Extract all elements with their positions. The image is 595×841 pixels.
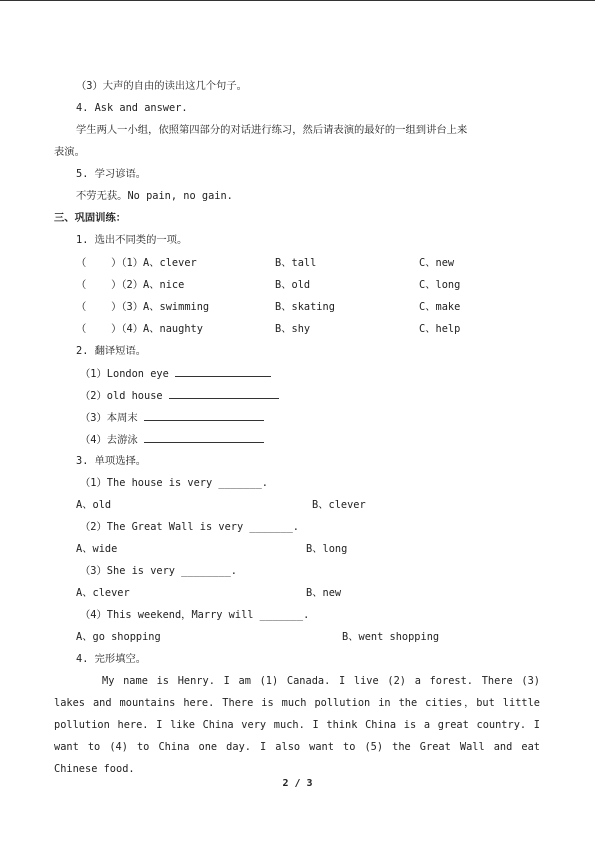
odd-row-2-c: C、long (419, 279, 461, 291)
exercise-1-heading: 1. 选出不同类的一项。 (76, 234, 188, 246)
instruction-read-aloud: （3）大声的自由的读出这几个句子。 (76, 80, 247, 92)
choice-q3: （3）She is very ________. (80, 565, 237, 577)
exercise-2-heading: 2. 翻译短语。 (76, 345, 147, 357)
odd-row-4-c: C、help (419, 323, 461, 335)
answer-blank[interactable] (144, 410, 264, 421)
odd-row-3-c: C、make (419, 301, 461, 313)
odd-row-3-b: B、skating (275, 301, 335, 313)
odd-row-1-a: （ ）（1）A、clever (76, 257, 197, 269)
odd-row-4-b: B、shy (275, 323, 311, 335)
answer-blank[interactable] (144, 432, 264, 443)
proverb: 不劳无获。No pain, no gain. (76, 190, 233, 202)
choice-q4-a: A、go shopping (76, 631, 161, 643)
choice-q1-b: B、clever (312, 499, 366, 511)
section-5-heading: 5. 学习谚语。 (76, 168, 147, 180)
odd-row-1-b: B、tall (275, 257, 317, 269)
translate-item-1: （1）London eye (80, 366, 271, 381)
section-4-heading: 4. Ask and answer. (76, 102, 188, 114)
pair-work-instruction-cont: 表演。 (54, 146, 85, 158)
exercise-4-heading: 4. 完形填空。 (76, 653, 147, 665)
odd-row-1-c: C、new (419, 257, 455, 269)
choice-q1: （1）The house is very _______. (80, 477, 268, 489)
odd-row-3-a: （ ）（3）A、swimming (76, 301, 210, 313)
header-rule (0, 0, 595, 1)
choice-q2-b: B、long (306, 543, 348, 555)
choice-q4: （4）This weekend，Marry will _______. (80, 609, 310, 621)
choice-q2-a: A、wide (76, 543, 118, 555)
choice-q3-a: A、clever (76, 587, 130, 599)
odd-row-2-a: （ ）（2）A、nice (76, 279, 185, 291)
answer-blank[interactable] (175, 366, 271, 377)
choice-q2: （2）The Great Wall is very _______. (80, 521, 299, 533)
translate-item-3: （3）本周末 (80, 410, 264, 425)
page-number: 2 / 3 (282, 778, 313, 789)
choice-q1-a: A、old (76, 499, 112, 511)
cloze-passage: My name is Henry. I am (1) Canada. I live (2) a forest. There (3) lakes and mountains here. There is much pollution in the cities，but little pollution here. I like China very much. I think China is a great country. I want to (4) to China one day. I also want to (5) the Great Wall and eat Chinese food. (54, 675, 540, 775)
practice-heading: 三、巩固训练： (54, 212, 127, 224)
odd-row-4-a: （ ）（4）A、naughty (76, 323, 203, 335)
answer-blank[interactable] (169, 388, 279, 399)
translate-item-4: （4）去游泳 (80, 432, 264, 447)
pair-work-instruction: 学生两人一小组，依照第四部分的对话进行练习，然后请表演的最好的一组到讲台上来 (76, 124, 468, 136)
odd-row-2-b: B、old (275, 279, 311, 291)
exercise-3-heading: 3. 单项选择。 (76, 455, 147, 467)
translate-item-2: （2）old house (80, 388, 279, 403)
choice-q4-b: B、went shopping (342, 631, 440, 643)
choice-q3-b: B、new (306, 587, 342, 599)
